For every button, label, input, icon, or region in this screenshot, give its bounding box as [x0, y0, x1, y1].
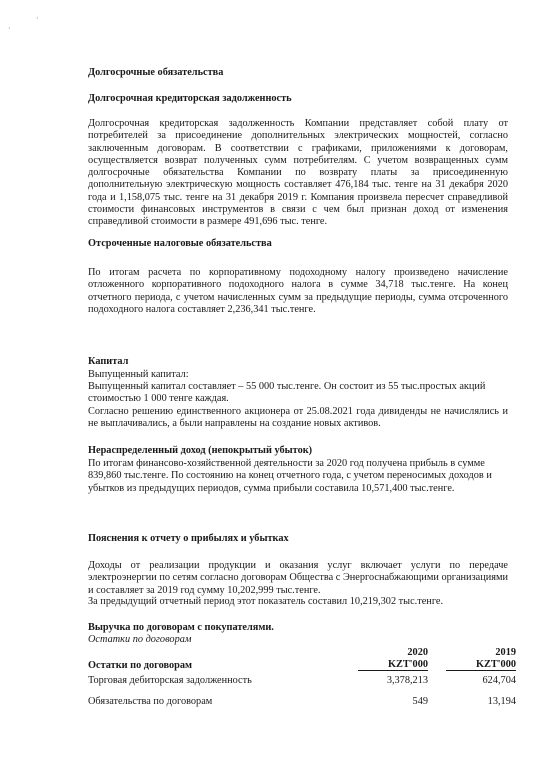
section-title-deferred-tax: Отсроченные налоговые обязательства [88, 238, 272, 249]
paragraph-capital-label: Выпущенный капитал: [88, 369, 189, 380]
row-header-label: Остатки по договорам [88, 659, 192, 671]
paragraph-revenue: Доходы от реализации продукции и оказания услуг включает услуги по передаче электроэнергии по сетям согласно договорам Общества с Энергоснабжающими организациями и составляет за 2019 год сумму 10,202,999 тыс.тенге. [88, 560, 508, 596]
section-title-income-statement-notes: Пояснения к отчету о прибылях и убытках [88, 533, 289, 544]
table-row [88, 686, 516, 707]
paragraph-capital-issued: Выпущенный капитал составляет – 55 000 тыс.тенге. Он состоит из 55 тыс.простых акций стоимостью 1 000 тенге каждая. [88, 381, 486, 405]
column-header-unit: KZT'000 [446, 658, 516, 671]
table-cell-value: 13,194 [487, 695, 516, 707]
section-title-long-term-payables: Долгосрочная кредиторская задолженность [88, 93, 292, 104]
table-cell-value: 624,704 [482, 675, 516, 686]
paragraph-deferred-tax: По итогам расчета по корпоративному подоходному налогу произведено начисление отложенного корпоративного подоходного налога в сумме 34,718 тыс.тенге. На конец отчетного периода, с учетом начисленных сумм за предыдущие периоды, сумма отсроченного подоходного налога составляет 2,236,341 тыс.тенге. [88, 267, 508, 315]
table-row-label: Обязательства по договорам [88, 695, 213, 707]
section-title-long-term-liabilities: Долгосрочные обязательства [88, 67, 224, 78]
section-title-capital: Капитал [88, 356, 129, 367]
table-cell-value: 549 [412, 695, 428, 707]
paragraph-long-term-payables: Долгосрочная кредиторская задолженность Компании представляет собой плату от потребителей за присоединение дополнительных электрических мощностей, согласно заключенным договорам. В соответствии с графиками, приложениями к договорам, осуществляется возврат полученных сумм потребителям. С учетом возвращенных сумм долгосрочные обязательства Компании по возврату платы за присоединенную дополнительную электрическую мощность составляет 476,184 тыс. тенге на 31 декабря 2020 года и 1,158,075 тыс. тенге на 31 декабря 2019 г. Компания произвела пересчет справедливой стоимости финансовых инструментов в связи с чем был признан доход от изменения справедливой стоимости в размере 491,696 тыс. тенге. [88, 118, 508, 228]
table-row-label: Торговая дебиторская задолженность [88, 675, 252, 686]
column-header-unit: KZT'000 [358, 658, 428, 671]
table-cell-value: 3,378,213 [386, 675, 428, 686]
section-title-retained-earnings: Нераспределенный доход (непокрытый убыток) [88, 445, 313, 456]
section-subtitle-contract-balances: Остатки по договорам [88, 634, 192, 645]
table-header-row-year [88, 645, 516, 658]
table-row [88, 671, 516, 687]
paragraph-capital-dividends: Согласно решению единственного акционера от 25.08.2021 года дивиденды не начислялись и не выплачивались, а были направлены на создание новых активов. [88, 406, 508, 430]
contract-balances-table [88, 645, 516, 707]
column-header-year: 2019 [495, 646, 516, 658]
table-header-row-unit [88, 658, 516, 671]
scan-mark: · [8, 24, 11, 33]
scan-mark: · [36, 14, 39, 23]
section-title-contract-revenue: Выручка по договорам с покупателями. [88, 622, 274, 633]
paragraph-prior-period: За предыдущий отчетный период этот показатель составил 10,219,302 тыс.тенге. [88, 596, 444, 607]
column-header-year: 2020 [407, 646, 428, 658]
paragraph-retained-earnings: По итогам финансово-хозяйственной деятельности за 2020 год получена прибыль в сумме 839,860 тыс.тенге. По состоянию на конец отчетного года, с учетом переносимых доходов и убытков из предыдущих периодов, сумма прибыли составила 10,571,400 тыс.тенге. [88, 458, 492, 494]
